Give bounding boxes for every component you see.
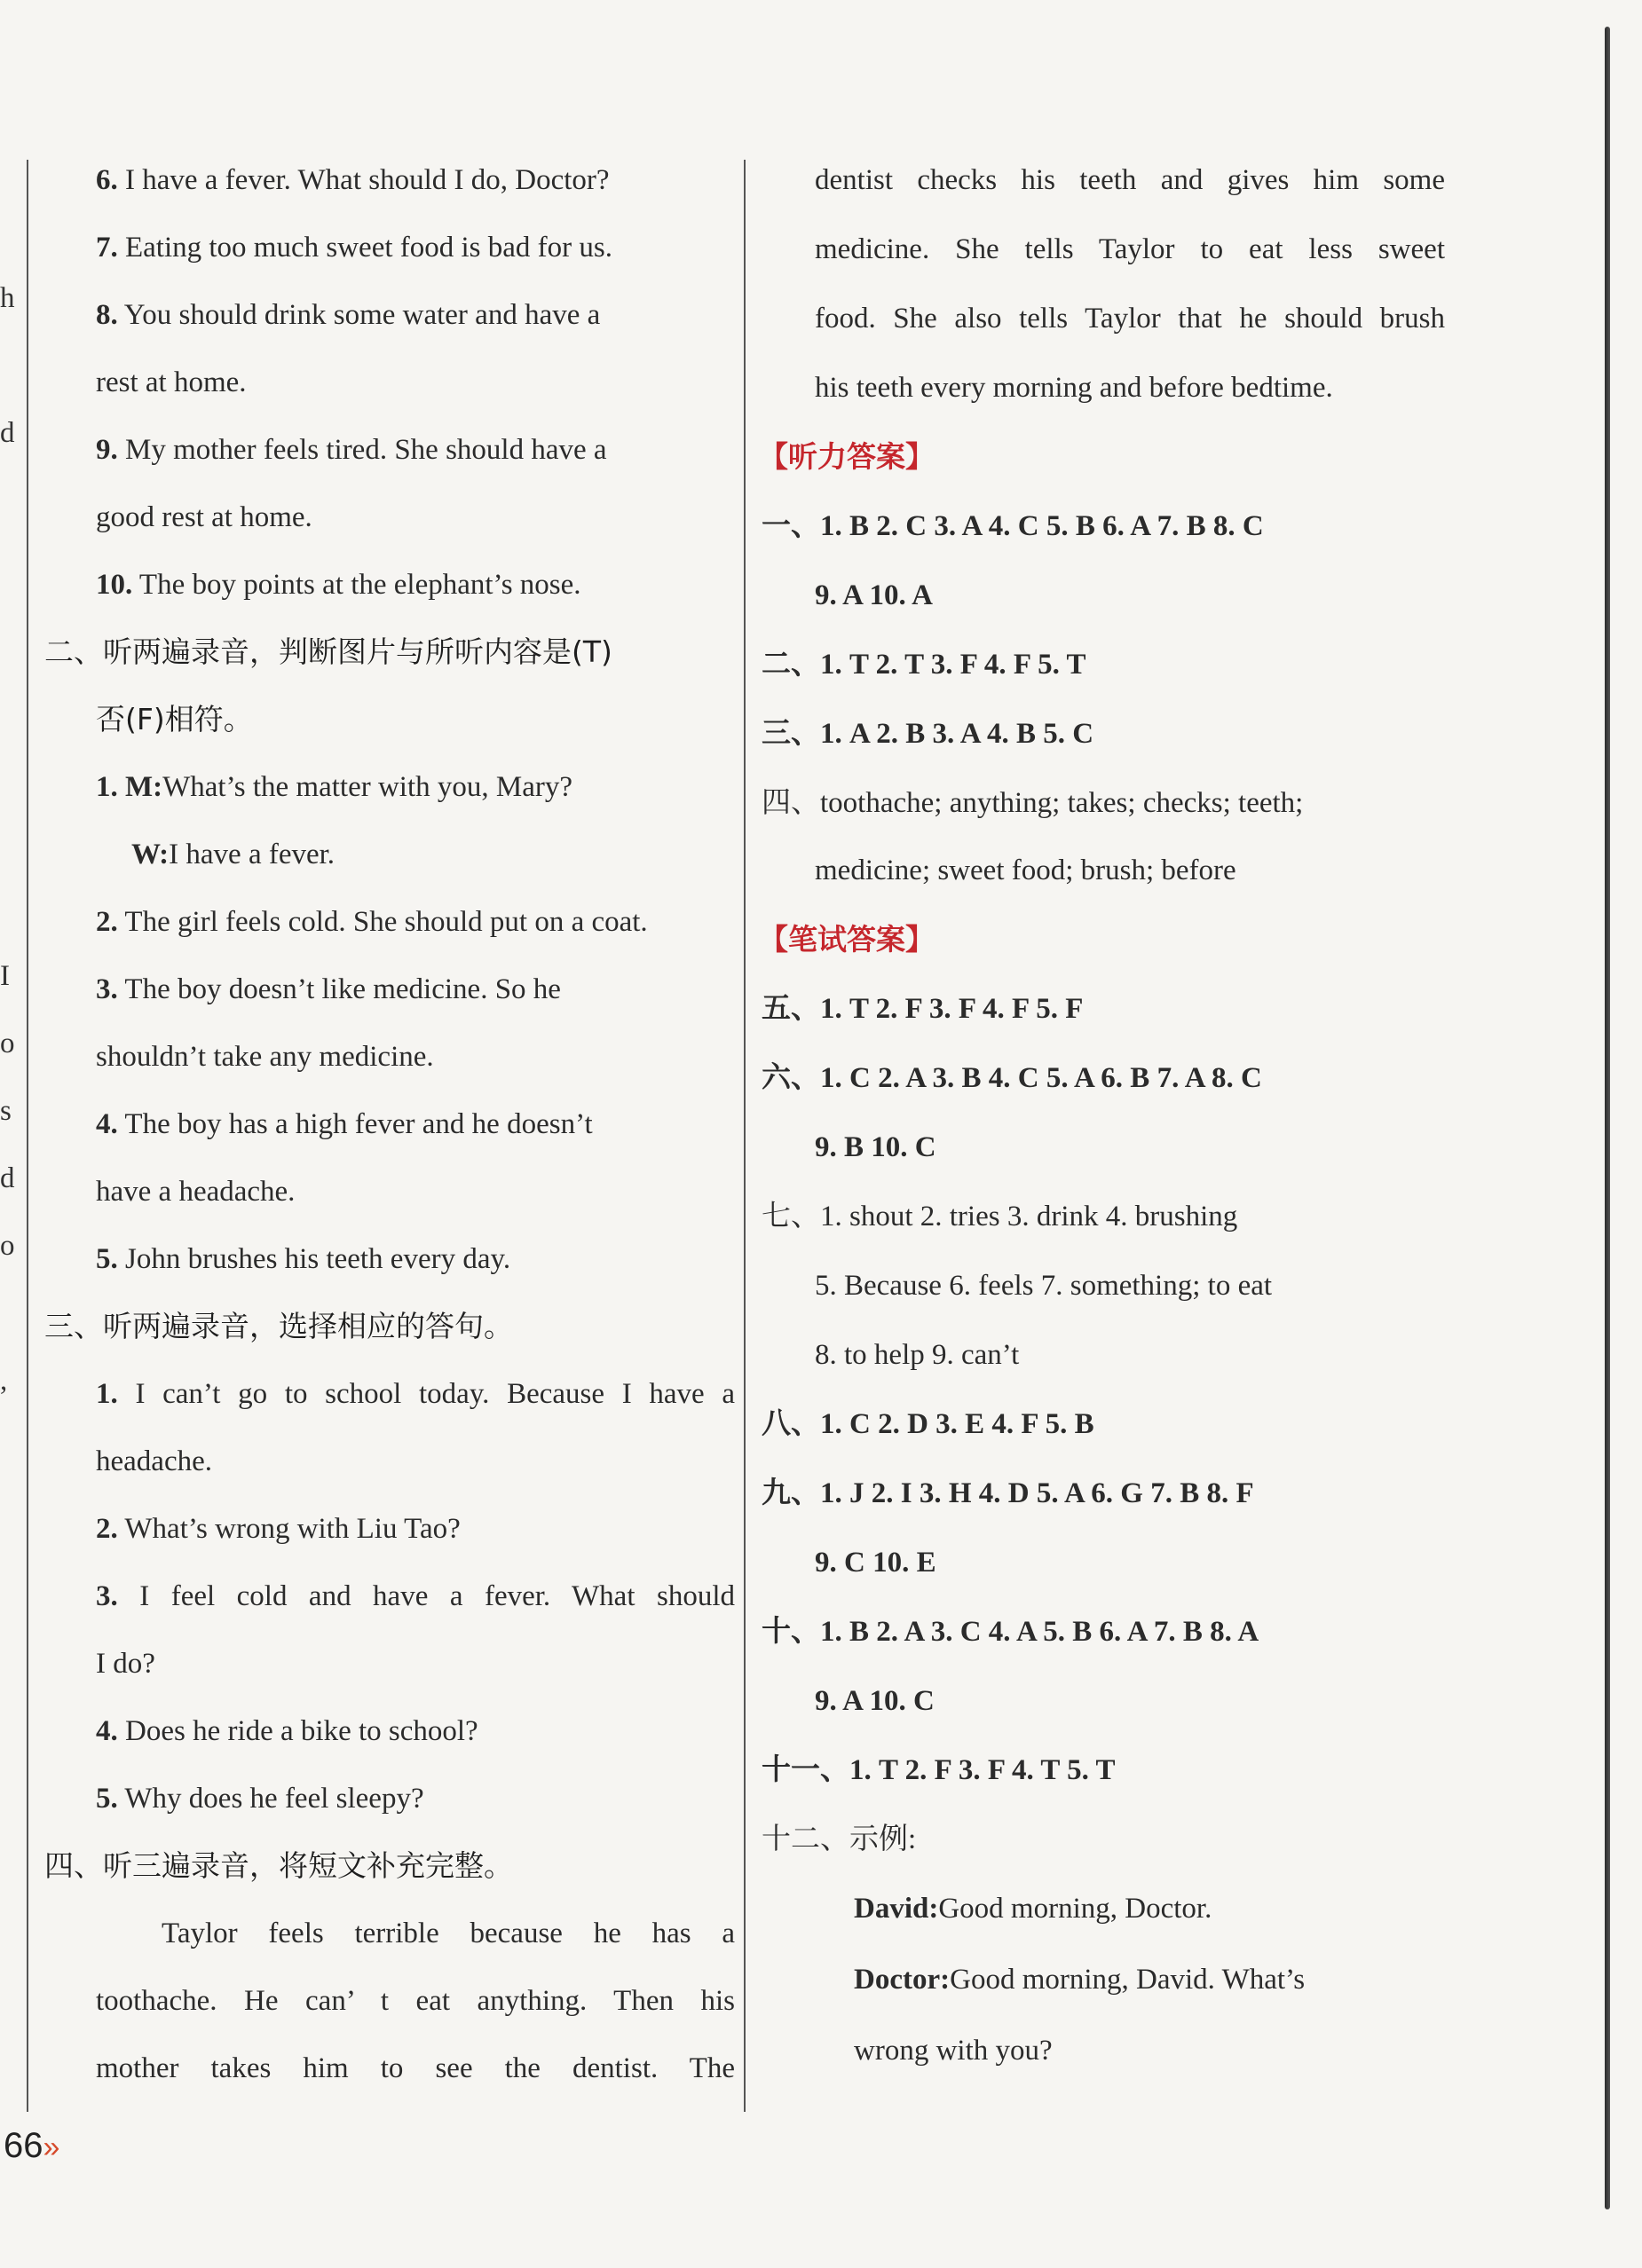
passage-line: medicine. She tells Taylor to eat less sweet bbox=[815, 233, 1445, 265]
script-line: shouldn’t take any medicine. bbox=[96, 1041, 434, 1073]
script-line: 5. Why does he feel sleepy? bbox=[96, 1783, 424, 1815]
script-line: 6. I have a fever. What should I do, Doctor? bbox=[96, 164, 610, 196]
answer-line: 十二、示例: bbox=[762, 1823, 917, 1855]
script-line: 8. You should drink some water and have a bbox=[96, 299, 601, 331]
script-line: 9. My mother feels tired. She should have a bbox=[96, 434, 607, 466]
column-divider bbox=[744, 160, 746, 2112]
passage-line: mother takes him to see the dentist. The bbox=[96, 2052, 735, 2084]
passage-line: toothache. He can’ t eat anything. Then his bbox=[96, 1985, 735, 2017]
answer-line: 一、1. B 2. C 3. A 4. C 5. B 6. A 7. B 8. C bbox=[762, 510, 1264, 542]
answer-line: 9. C 10. E bbox=[815, 1547, 936, 1579]
script-line: have a headache. bbox=[96, 1176, 296, 1208]
left-margin-rule bbox=[27, 160, 28, 2112]
dialogue-line: 1. M:What’s the matter with you, Mary? bbox=[96, 771, 573, 803]
script-line: 3. I feel cold and have a fever. What should bbox=[96, 1580, 735, 1612]
passage-line: Taylor feels terrible because he has a bbox=[162, 1918, 735, 1949]
answer-line: 8. to help 9. can’t bbox=[815, 1339, 1020, 1371]
script-line: I do? bbox=[96, 1648, 155, 1680]
edge-letter: o bbox=[0, 1028, 15, 1059]
passage-line: dentist checks his teeth and gives him some bbox=[815, 164, 1445, 196]
edge-letter: I bbox=[0, 960, 10, 992]
section-heading: 四、听三遍录音，将短文补充完整。 bbox=[44, 1848, 513, 1883]
edge-letter: h bbox=[0, 282, 15, 314]
page-edge-shadow bbox=[1605, 27, 1610, 2209]
answer-line: 四、toothache; anything; takes; checks; teeth; bbox=[762, 787, 1304, 819]
listening-answers-header: 【听力答案】 bbox=[759, 439, 935, 474]
answer-line: 9. A 10. C bbox=[815, 1685, 935, 1717]
script-line: 3. The boy doesn’t like medicine. So he bbox=[96, 973, 561, 1005]
page-number: 66» bbox=[4, 2126, 60, 2165]
answer-line: 十一、1. T 2. F 3. F 4. T 5. T bbox=[762, 1754, 1116, 1786]
passage-line: food. She also tells Taylor that he should brush bbox=[815, 303, 1445, 335]
answer-line: 9. A 10. A bbox=[815, 579, 933, 611]
answer-line: 七、1. shout 2. tries 3. drink 4. brushing bbox=[762, 1201, 1238, 1232]
script-line: 2. What’s wrong with Liu Tao? bbox=[96, 1513, 461, 1545]
answer-line: 5. Because 6. feels 7. something; to eat bbox=[815, 1270, 1273, 1302]
script-line: 4. The boy has a high fever and he doesn’t bbox=[96, 1108, 593, 1140]
answer-line: 十、1. B 2. A 3. C 4. A 5. B 6. A 7. B 8. A bbox=[762, 1616, 1259, 1648]
answer-line: 9. B 10. C bbox=[815, 1131, 936, 1163]
dialogue-line: Doctor:Good morning, David. What’s bbox=[854, 1964, 1306, 1996]
answer-line: 九、1. J 2. I 3. H 4. D 5. A 6. G 7. B 8. F bbox=[762, 1477, 1254, 1509]
script-line: 4. Does he ride a bike to school? bbox=[96, 1715, 478, 1747]
edge-letter: d bbox=[0, 1162, 15, 1194]
script-line: headache. bbox=[96, 1445, 212, 1477]
answer-line: medicine; sweet food; brush; before bbox=[815, 854, 1236, 886]
edge-letter: s bbox=[0, 1095, 12, 1127]
edge-letter: d bbox=[0, 417, 15, 449]
edge-letter: , bbox=[0, 1365, 8, 1397]
dialogue-line: David:Good morning, Doctor. bbox=[854, 1893, 1212, 1925]
section-heading: 三、听两遍录音，选择相应的答句。 bbox=[44, 1309, 513, 1343]
script-line: 10. The boy points at the elephant’s nose. bbox=[96, 569, 581, 601]
edge-letter: o bbox=[0, 1230, 15, 1262]
section-heading: 二、听两遍录音，判断图片与所听内容是(T) bbox=[44, 634, 612, 669]
script-line: 1. I can’t go to school today. Because I have a bbox=[96, 1378, 736, 1410]
section-heading-cont: 否(F)相符。 bbox=[96, 702, 253, 736]
answer-line: 五、1. T 2. F 3. F 4. F 5. F bbox=[762, 993, 1084, 1025]
answer-line: 八、1. C 2. D 3. E 4. F 5. B bbox=[762, 1408, 1094, 1440]
script-line: rest at home. bbox=[96, 366, 247, 398]
dialogue-line: W:I have a fever. bbox=[131, 839, 336, 870]
script-line: good rest at home. bbox=[96, 501, 312, 533]
answer-line: 二、1. T 2. T 3. F 4. F 5. T bbox=[762, 649, 1086, 681]
passage-line: his teeth every morning and before bedtime. bbox=[815, 372, 1333, 404]
answer-line: 三、1. A 2. B 3. A 4. B 5. C bbox=[762, 718, 1094, 750]
script-line: 2. The girl feels cold. She should put on a coat. bbox=[96, 906, 648, 938]
dialogue-line: wrong with you? bbox=[854, 2035, 1053, 2067]
script-line: 5. John brushes his teeth every day. bbox=[96, 1243, 511, 1275]
script-line: 7. Eating too much sweet food is bad for us. bbox=[96, 232, 612, 264]
written-answers-header: 【笔试答案】 bbox=[759, 922, 935, 957]
double-chevron-icon: » bbox=[43, 2130, 60, 2164]
answer-line: 六、1. C 2. A 3. B 4. C 5. A 6. B 7. A 8. C bbox=[762, 1062, 1262, 1094]
